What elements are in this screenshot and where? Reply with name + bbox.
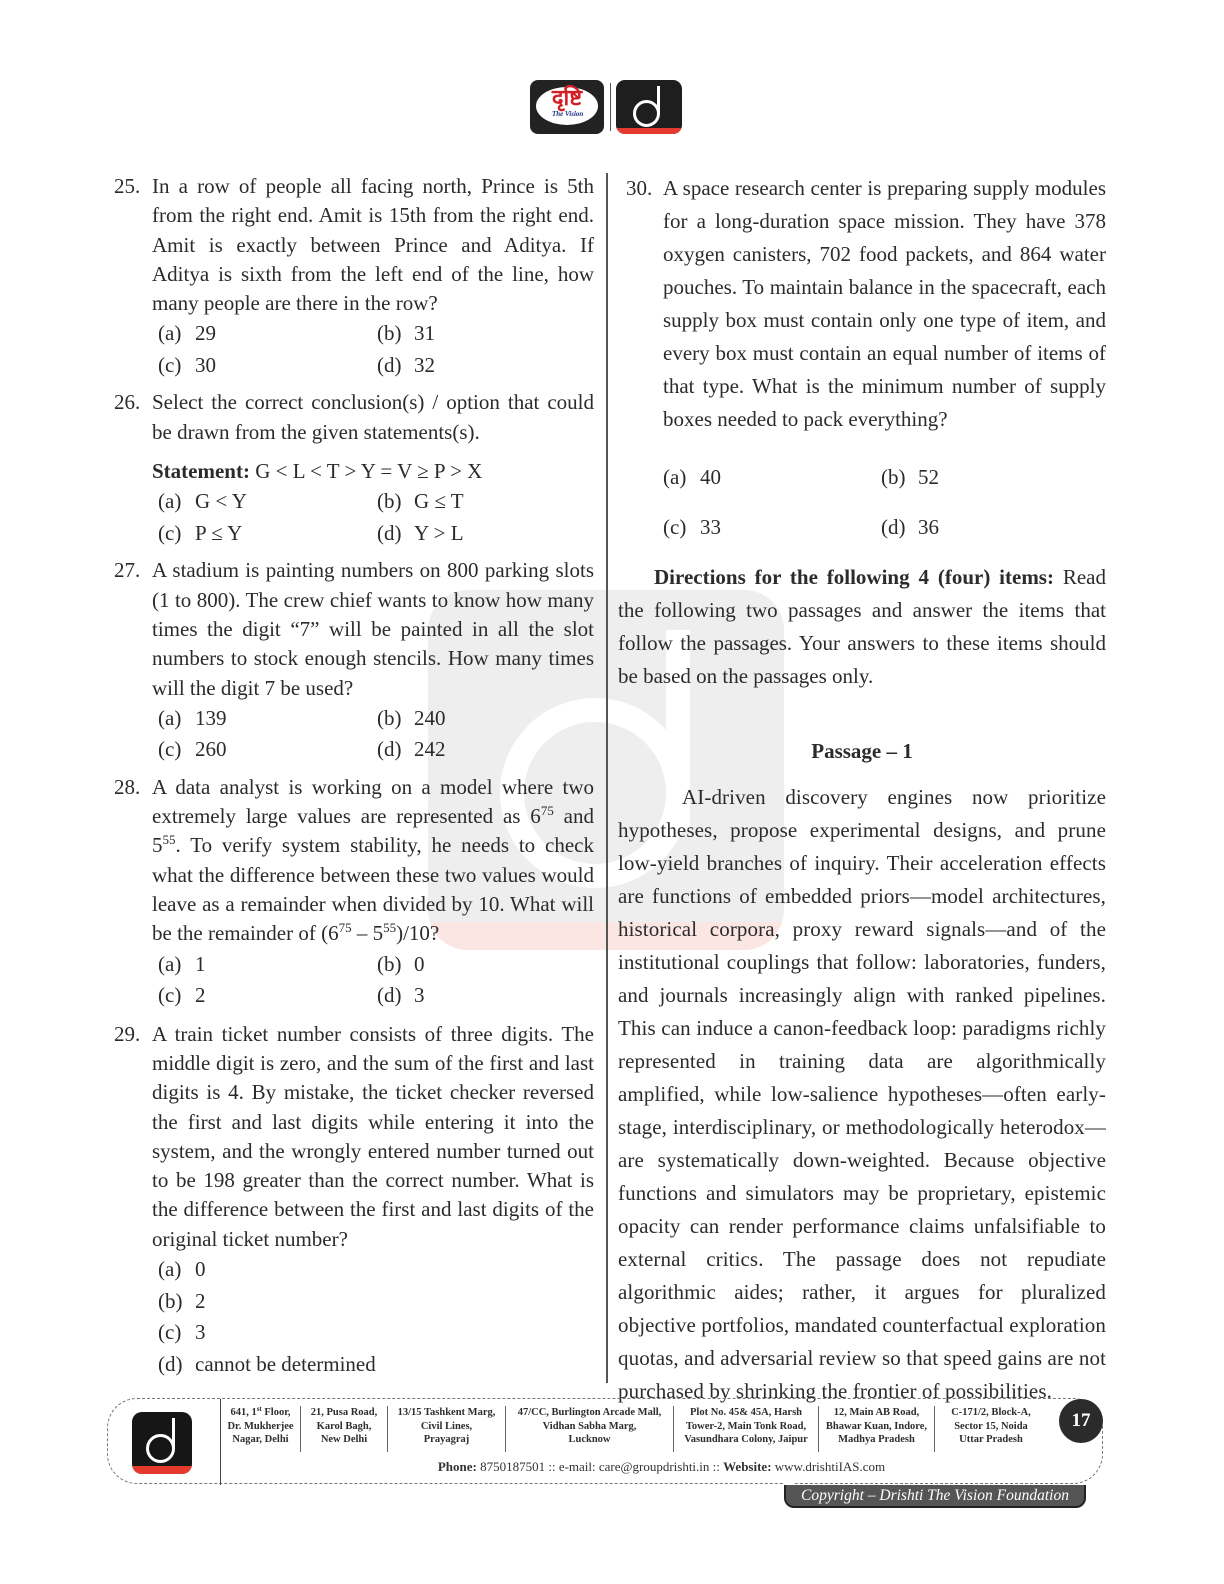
option-d[interactable]: (d) 36 — [881, 515, 939, 539]
option-c[interactable]: (c) 3 — [158, 1320, 206, 1345]
question-26 — [114, 388, 594, 549]
drishti-hindi-logo — [530, 80, 604, 134]
website-link[interactable]: www.drishtiIAS.com — [771, 1459, 886, 1474]
options — [618, 452, 1106, 552]
option-c[interactable]: (c) 2 — [158, 983, 206, 1008]
statement — [152, 457, 594, 486]
option-c[interactable]: (c) 30 — [158, 352, 216, 377]
drishti-d-logo — [616, 80, 682, 134]
options — [158, 318, 594, 381]
question-number: 28. — [114, 774, 141, 799]
address-indore: 12, Main AB Road, Bhawar Kuan, Indore, Madhya Pradesh — [819, 1406, 935, 1452]
d-letter-icon — [146, 1418, 180, 1464]
question-text: A space research center is preparing supply modules for a long-duration space mission. They have 378 oxygen canisters, 702 food packets, and 864 water pouches. To maintain balance in the spacecraft, each supply box must contain only one type of item, and every box must contain an equal number of items of that type. What is the minimum number of supply boxes needed to pack everything? — [663, 176, 1106, 431]
address-lucknow: 47/CC, Burlington Arcade Mall, Vidhan Sabha Marg, Lucknow — [506, 1406, 674, 1452]
question-text: A train ticket number consists of three digits. The middle digit is zero, and the sum of the first and last digits is 4. By mistake, the ticket checker reversed the first and last digits while entering it into the system, and the wrongly entered number turned out to be 198 greater than the correct number. What is the difference between the first and last digits of the original ticket number? — [152, 1021, 594, 1251]
statement-label: Statement: — [152, 459, 250, 484]
website-label: Website: — [723, 1459, 772, 1474]
copyright-banner: Copyright – Drishti The Vision Foundation — [784, 1485, 1086, 1508]
option-b[interactable]: (b) 31 — [377, 321, 435, 346]
footer — [107, 1398, 1103, 1484]
address-jaipur: Plot No. 45& 45A, Harsh Tower-2, Main Tonk Road, Vasundhara Colony, Jaipur — [674, 1406, 819, 1452]
question-29 — [114, 1020, 594, 1380]
option-a[interactable]: (a) G < Y — [158, 489, 247, 514]
phone-label: Phone: — [437, 1459, 477, 1474]
option-a[interactable]: (a) 40 — [663, 465, 721, 489]
question-27 — [114, 556, 594, 765]
option-b[interactable]: (b) 240 — [377, 705, 446, 730]
option-c[interactable]: (c) 260 — [158, 737, 227, 762]
option-b[interactable]: (b) 0 — [377, 951, 425, 976]
option-d[interactable]: (d) 242 — [377, 737, 446, 762]
column-divider — [606, 173, 608, 1383]
options — [158, 1254, 594, 1380]
option-a[interactable]: (a) 0 — [158, 1257, 206, 1282]
question-25 — [114, 172, 594, 381]
options — [158, 703, 594, 766]
page-number: 17 — [1059, 1399, 1103, 1443]
question-text: A stadium is painting numbers on 800 parking slots (1 to 800). The crew chief wants to know how many times the digit “7” will be painted in all the slot numbers to stock enough stencils. How many times will the digit 7 be used? — [152, 558, 594, 700]
option-a[interactable]: (a) 139 — [158, 705, 227, 730]
left-column — [114, 172, 594, 1380]
question-text: In a row of people all facing north, Prince is 5th from the right end. Amit is 15th from the right end. Amit is exactly between Prince and Aditya. If Aditya is sixth from the left end of the line, how many people are there in the row? — [152, 174, 594, 316]
option-b[interactable]: (b) 2 — [158, 1288, 206, 1313]
option-c[interactable]: (c) P ≤ Y — [158, 520, 243, 545]
option-d[interactable]: (d) Y > L — [377, 520, 464, 545]
address-karol-bagh: 21, Pusa Road, Karol Bagh, New Delhi — [301, 1406, 388, 1452]
question-text: Select the correct conclusion(s) / option that could be drawn from the given statements(s). — [152, 390, 594, 444]
question-number: 29. — [114, 1021, 141, 1046]
option-d[interactable]: (d) 3 — [377, 983, 425, 1008]
statement-expression: G < L < T > Y = V ≥ P > X — [255, 459, 483, 484]
footer-logo — [132, 1412, 192, 1474]
question-number: 27. — [114, 558, 141, 583]
address-list — [221, 1406, 1047, 1452]
contact-info — [221, 1459, 1102, 1475]
options — [158, 486, 594, 549]
directions-text: Read the following two passages and answer the items that follow the passages. Your answers to these items should be based on the passages only. — [618, 565, 1106, 688]
option-d[interactable]: (d) cannot be determined — [158, 1351, 376, 1376]
question-number: 25. — [114, 174, 141, 198]
question-number: 30. — [626, 176, 653, 200]
option-a[interactable]: (a) 29 — [158, 321, 216, 346]
question-30 — [618, 172, 1106, 436]
option-c[interactable]: (c) 33 — [663, 515, 721, 539]
header-logos — [530, 80, 682, 134]
directions — [618, 561, 1106, 693]
address-noida: C-171/2, Block-A, Sector 15, Noida Uttar Pradesh — [951, 1407, 1031, 1445]
option-d[interactable]: (d) 32 — [377, 352, 435, 377]
option-b[interactable]: (b) 52 — [881, 465, 939, 489]
option-b[interactable]: (b) G ≤ T — [377, 489, 464, 514]
logo-hindi-text: दृष्टि — [551, 86, 583, 111]
d-letter-icon — [633, 86, 667, 126]
phone-email[interactable]: 8750187501 :: e-mail: care@groupdrishti.in :: — [476, 1459, 724, 1474]
logo-separator — [610, 83, 611, 131]
right-column — [618, 172, 1106, 1408]
question-number: 26. — [114, 390, 141, 415]
passage-title: Passage – 1 — [811, 739, 913, 763]
option-a[interactable]: (a) 1 — [158, 951, 206, 976]
passage-text: AI-driven discovery engines now prioritize hypotheses, propose experimental designs, and prune low-yield branches of inquiry. Their acceleration effects are functions of embedded priors—model architectures, historical corpora, proxy reward signals—and of the institutional couplings that follow: laboratories, funders, and journals increasingly align with ranked pipelines. This can induce a canon-feedback loop: paradigms richly represented in training data are algorithmically amplified, while low-salience hypotheses—often early-stage, interdisciplinary, or methodologically heterodox—are systematically down-weighted. Because objective functions and simulators may be proprietary, epistemic opacity can render performance claims unfalsifiable to external critics. The passage does not repudiate algorithmic aides; rather, it argues for pluralized objective portfolios, mandated counterfactual exploration quotas, and adversarial review so that speed gains are not purchased by shrinking the frontier of possibilities. — [618, 785, 1106, 1403]
question-28 — [114, 773, 594, 1012]
question-text: A data analyst is working on a model where two extremely large values are represented as $6^{75}$ and $5^{55}$. To verify system stability, he needs to check what the difference between these two values would leave as a remainder when divided by 10. What will be the remainder of $(6^{75} - 5^{55})/10$? — [152, 774, 594, 946]
address-mukherjee-nagar: 641, 1st Floor, Dr. Mukherjee Nagar, Delhi — [221, 1406, 301, 1452]
address-prayagraj: 13/15 Tashkent Marg, Civil Lines, Prayagraj — [388, 1406, 506, 1452]
logo-tagline: The Vision — [552, 110, 584, 118]
directions-heading: Directions for the following 4 (four) items: — [654, 565, 1054, 589]
options — [158, 949, 594, 1012]
